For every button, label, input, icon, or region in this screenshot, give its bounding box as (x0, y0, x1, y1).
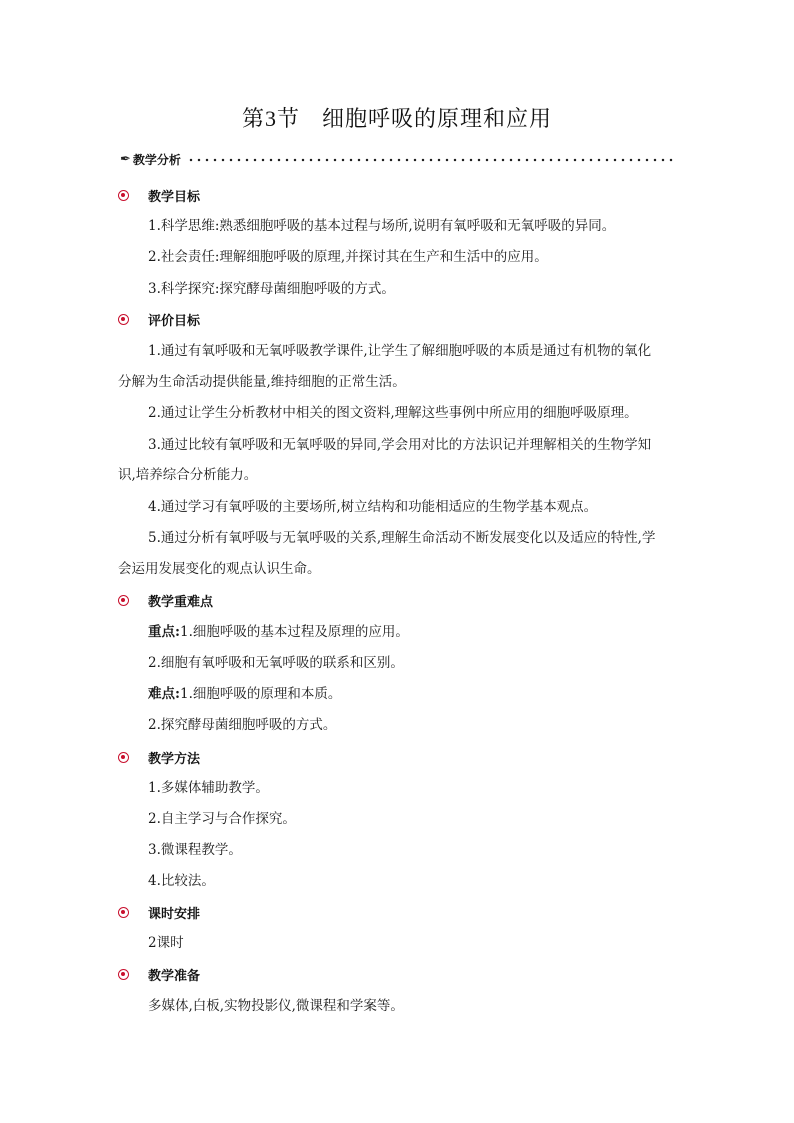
page-title (0, 102, 794, 133)
target-bullet-icon (118, 752, 129, 763)
title-number: 3 (264, 106, 277, 131)
dotted-rule (187, 157, 675, 163)
section-heading: 评价目标 (148, 313, 201, 329)
target-bullet-icon (118, 314, 129, 325)
paragraph-line: 2课时 (148, 935, 184, 951)
paragraph-line: 1.科学思维:熟悉细胞呼吸的基本过程与场所,说明有氧呼吸和无氧呼吸的异同。 (148, 218, 616, 234)
focus-label: 重点: (148, 624, 180, 640)
title-section-word: 节 (276, 107, 300, 132)
title-main: 细胞呼吸的原理和应用 (322, 107, 553, 132)
paragraph-line: 3.微课程教学。 (148, 842, 242, 858)
target-bullet-icon (118, 190, 129, 201)
section-heading: 课时安排 (148, 906, 201, 922)
paragraph-line: 5.通过分析有氧呼吸与无氧呼吸的关系,理解生命活动不断发展变化以及适应的特性,学 (148, 530, 656, 546)
paragraph-line: 3.通过比较有氧呼吸和无氧呼吸的异同,学会用对比的方法识记并理解相关的生物学知 (148, 437, 652, 453)
paragraph-line: 4.通过学习有氧呼吸的主要场所,树立结构和功能相适应的生物学基本观点。 (148, 499, 598, 515)
focus-text: 1.细胞呼吸的基本过程及原理的应用。 (179, 624, 409, 640)
section-evaluation (118, 309, 200, 329)
analysis-label: 教学分析 (132, 152, 181, 167)
difficulty-text: 1.细胞呼吸的原理和本质。 (179, 686, 342, 702)
target-bullet-icon (118, 595, 129, 606)
paragraph-line: 多媒体,白板,实物投影仪,微课程和学案等。 (148, 998, 404, 1014)
pen-icon: ✒ (120, 151, 131, 167)
focus-line (148, 622, 409, 642)
section-objectives (118, 185, 200, 205)
section-schedule (118, 902, 200, 922)
paragraph-line: 4.比较法。 (148, 873, 215, 889)
paragraph-line: 2.探究酵母菌细胞呼吸的方式。 (148, 717, 337, 733)
target-bullet-icon (118, 907, 129, 918)
analysis-divider (120, 150, 675, 168)
title-prefix: 第 (241, 107, 265, 132)
section-heading: 教学目标 (148, 189, 201, 205)
paragraph-line: 2.社会责任:理解细胞呼吸的原理,并探讨其在生产和生活中的应用。 (148, 249, 548, 265)
section-preparation (118, 964, 200, 984)
section-heading: 教学准备 (148, 968, 201, 984)
difficulty-label: 难点: (148, 686, 180, 702)
paragraph-line: 1.多媒体辅助教学。 (148, 780, 269, 796)
paragraph-line: 3.科学探究:探究酵母菌细胞呼吸的方式。 (148, 281, 395, 297)
section-methods (118, 747, 200, 767)
paragraph-line: 识,培养综合分析能力。 (118, 467, 258, 483)
section-heading: 教学重难点 (148, 594, 214, 610)
difficulty-line (148, 684, 341, 704)
paragraph-line: 会运用发展变化的观点认识生命。 (118, 561, 321, 577)
paragraph-line: 2.细胞有氧呼吸和无氧呼吸的联系和区别。 (148, 655, 404, 671)
target-bullet-icon (118, 969, 129, 980)
section-heading: 教学方法 (148, 751, 201, 767)
paragraph-line: 2.通过让学生分析教材中相关的图文资料,理解这些事例中所应用的细胞呼吸原理。 (148, 405, 638, 421)
paragraph-line: 分解为生命活动提供能量,维持细胞的正常生活。 (118, 374, 406, 390)
paragraph-line: 2.自主学习与合作探究。 (148, 811, 296, 827)
section-key-points (118, 590, 213, 610)
paragraph-line: 1.通过有氧呼吸和无氧呼吸教学课件,让学生了解细胞呼吸的本质是通过有机物的氧化 (148, 343, 652, 359)
